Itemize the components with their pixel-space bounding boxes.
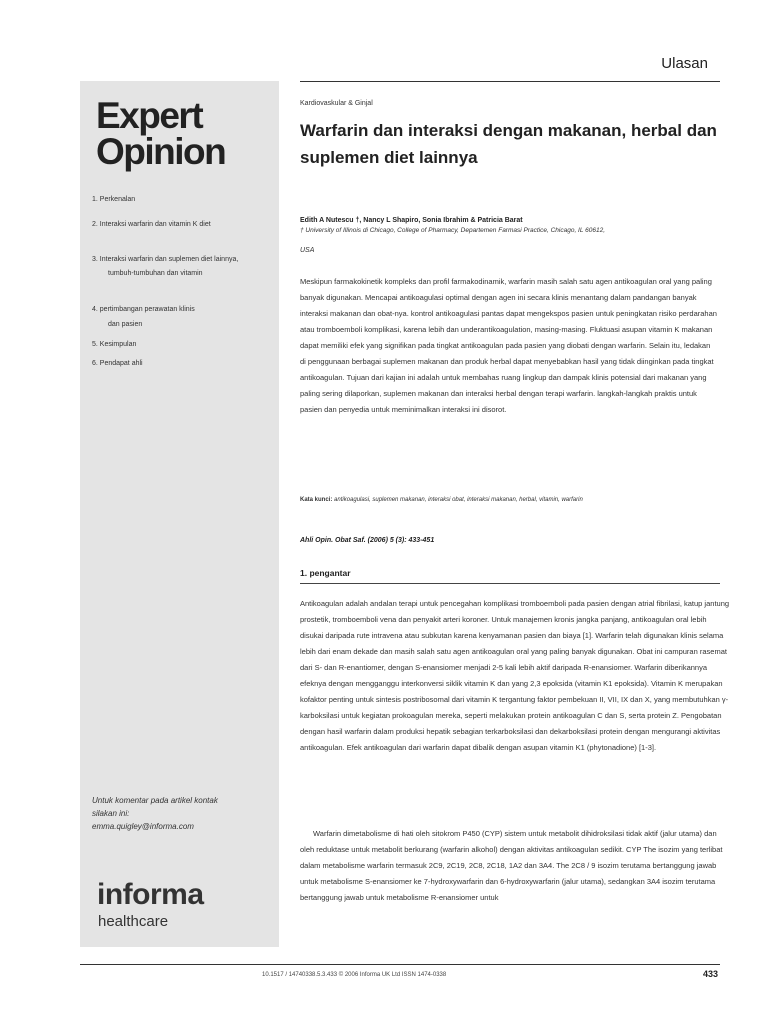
article-title: Warfarin dan interaksi dengan makanan, herbal dan suplemen diet lainnya xyxy=(300,121,717,167)
keywords-label: Kata kunci: xyxy=(300,497,333,503)
toc-item-conclusion[interactable]: 5. Kesimpulan xyxy=(92,341,137,348)
body-paragraph-2: Warfarin dimetabolisme di hati oleh sitokrom P450 (CYP) sistem untuk metabolit dihidroksilasi tidak aktif (jalur utama) dan oleh reduktase untuk metabolit berkurang (warfarin alkohol) dengan aktivitas antikoagulan sedikit. CYP The isozim yang terlibat dalam metabolisme warfarin termasuk 2C9, 2C19, 2C8, 2C18, 1A2 dan 3A4. The 2C8 / 9 isozim terutama bertanggung jawab untuk metabolisme S-enansiomer ke 7-hydroxywarfarin dan 6-hydroxywarfarin (jalur utama), sedangkan 3A4 isozim terutama bertanggung jawab untuk metabolisme R-enansiomer untuk xyxy=(300,829,723,902)
section-heading-intro: 1. pengantar xyxy=(300,568,351,578)
affiliation-country: USA xyxy=(300,247,315,254)
publisher-subtitle: healthcare xyxy=(98,913,169,930)
contact-line-2: silakan ini: xyxy=(92,809,130,818)
toc-item-intro[interactable]: 1. Perkenalan xyxy=(92,196,136,203)
citation-line: Ahli Opin. Obat Saf. (2006) 5 (3): 433-451 xyxy=(300,537,435,544)
section-divider xyxy=(300,583,720,584)
brand-line-2: Opinion xyxy=(96,131,226,172)
body-paragraph-1: Antikoagulan adalah andalan terapi untuk pencegahan komplikasi tromboemboli pada pasien dengan atrial fibrilasi, katup jantung prostetik, tromboemboli vena dan penyakit arteri koroner. Untuk manajemen kronis jangka panjang, antikoagulan oral lebih disukai daripada rute intravena atau subkutan karena kenyamanan pasien dan biaya [1]. Warfarin telah digunakan klinis selama lebih dari enam dekade dan masih salah satu agen antikoagulan oral yang paling banyak digunakan. Obat ini campuran rasemat dari S- dan R-enantiomer, dengan S-enansiomer menjadi 2-5 kali lebih aktif daripada R-enansiomer. Warfarin diberikannya efeknya dengan mengganggu interkonversi siklik vitamin K dan yang 2,3 epoksida (vitamin K1 epoksida). Vitamin K merupakan kofaktor penting untuk sintesis postribosomal dari vitamin K tergantung faktor pembekuan II, VII, IX dan X, yang membutuhkan γ- karboksilasi untuk kegiatan prokoagulan mereka, seperti melakukan protein antikoagulan C dan S, serta protein Z. Pengobatan dengan hasil warfarin dalam produksi hepatik sebagian terkarboksilasi dan dekarboksilasi protein dengan mengurangi aktivitas antikoagulan. Efek antikoagulan dari warfarin dapat dibalik dengan asupan vitamin K1 (phytonadione) [1-3]. xyxy=(300,599,730,752)
journal-brand-logo xyxy=(96,95,226,172)
author-affiliation: † University of Illinois di Chicago, College of Pharmacy, Departemen Farmasi Practice, Chicago, IL 60612, xyxy=(300,227,606,234)
toc-item-expert-opinion[interactable]: 6. Pendapat ahli xyxy=(92,360,143,367)
author-list: Edith A Nutescu †, Nancy L Shapiro, Sonia Ibrahim & Patricia Barat xyxy=(300,217,523,224)
footer-divider xyxy=(80,964,720,965)
article-category: Kardiovaskular & Ginjal xyxy=(300,100,373,107)
keywords-line xyxy=(300,497,720,503)
header-divider xyxy=(300,81,720,82)
contact-note xyxy=(92,794,272,833)
brand-line-1: Expert xyxy=(96,95,203,136)
page-number: 433 xyxy=(702,969,718,979)
toc-item-clinical[interactable]: 4. pertimbangan perawatan klinis xyxy=(92,306,195,313)
toc-item-clinical-cont[interactable]: dan pasien xyxy=(108,321,143,328)
contact-email-link[interactable]: emma.quigley@informa.com xyxy=(92,822,194,831)
doi-copyright-line: 10.1517 / 14740338.5.3.433 © 2006 Informa UK Ltd ISSN 1474-0338 xyxy=(262,972,447,978)
publisher-logo: informa xyxy=(97,878,204,911)
toc-item-vitamin-k[interactable]: 2. Interaksi warfarin dan vitamin K diet xyxy=(92,221,211,228)
toc-item-supplements-cont[interactable]: tumbuh-tumbuhan dan vitamin xyxy=(108,270,203,277)
keywords-list: antikoagulasi, suplemen makanan, interaksi obat, interaksi makanan, herbal, vitamin, warfarin xyxy=(334,497,583,503)
toc-item-supplements[interactable]: 3. Interaksi warfarin dan suplemen diet lainnya, xyxy=(92,256,239,263)
contact-line-1: Untuk komentar pada artikel kontak xyxy=(92,796,218,805)
abstract-text: Meskipun farmakokinetik kompleks dan profil farmakodinamik, warfarin masih salah satu agen antikoagulan oral yang paling banyak digunakan. Mencapai antikoagulasi optimal dengan agen ini secara klinis menantang dalam pandangan banyak interaksi makanan dan obat-nya. kontrol antikoagulasi pantas dapat mengekspos pasien untuk peningkatan risiko perdarahan atau tromboemboli komplikasi, karena lebih dan underantikoagulation, masing-masing. Fluktuasi asupan vitamin K makanan dapat memiliki efek yang signifikan pada tingkat antikoagulan pada pasien yang diobati dengan warfarin. Selain itu, ledakan di penggunaan berbagai suplemen makanan dan produk herbal dapat menyebabkan hasil yang tidak diinginkan pada tingkat antikoagulan. Tujuan dari kajian ini adalah untuk membahas ruang lingkup dan dampak klinis potensial dari makanan yang paling sering dilaporkan, suplemen makanan dan interaksi herbal dengan terapi warfarin. langkah-langkah praktis untuk pasien dan penyedia untuk meminimalkan interaksi ini disorot. xyxy=(300,277,717,414)
review-type-label: Ulasan xyxy=(661,55,708,72)
